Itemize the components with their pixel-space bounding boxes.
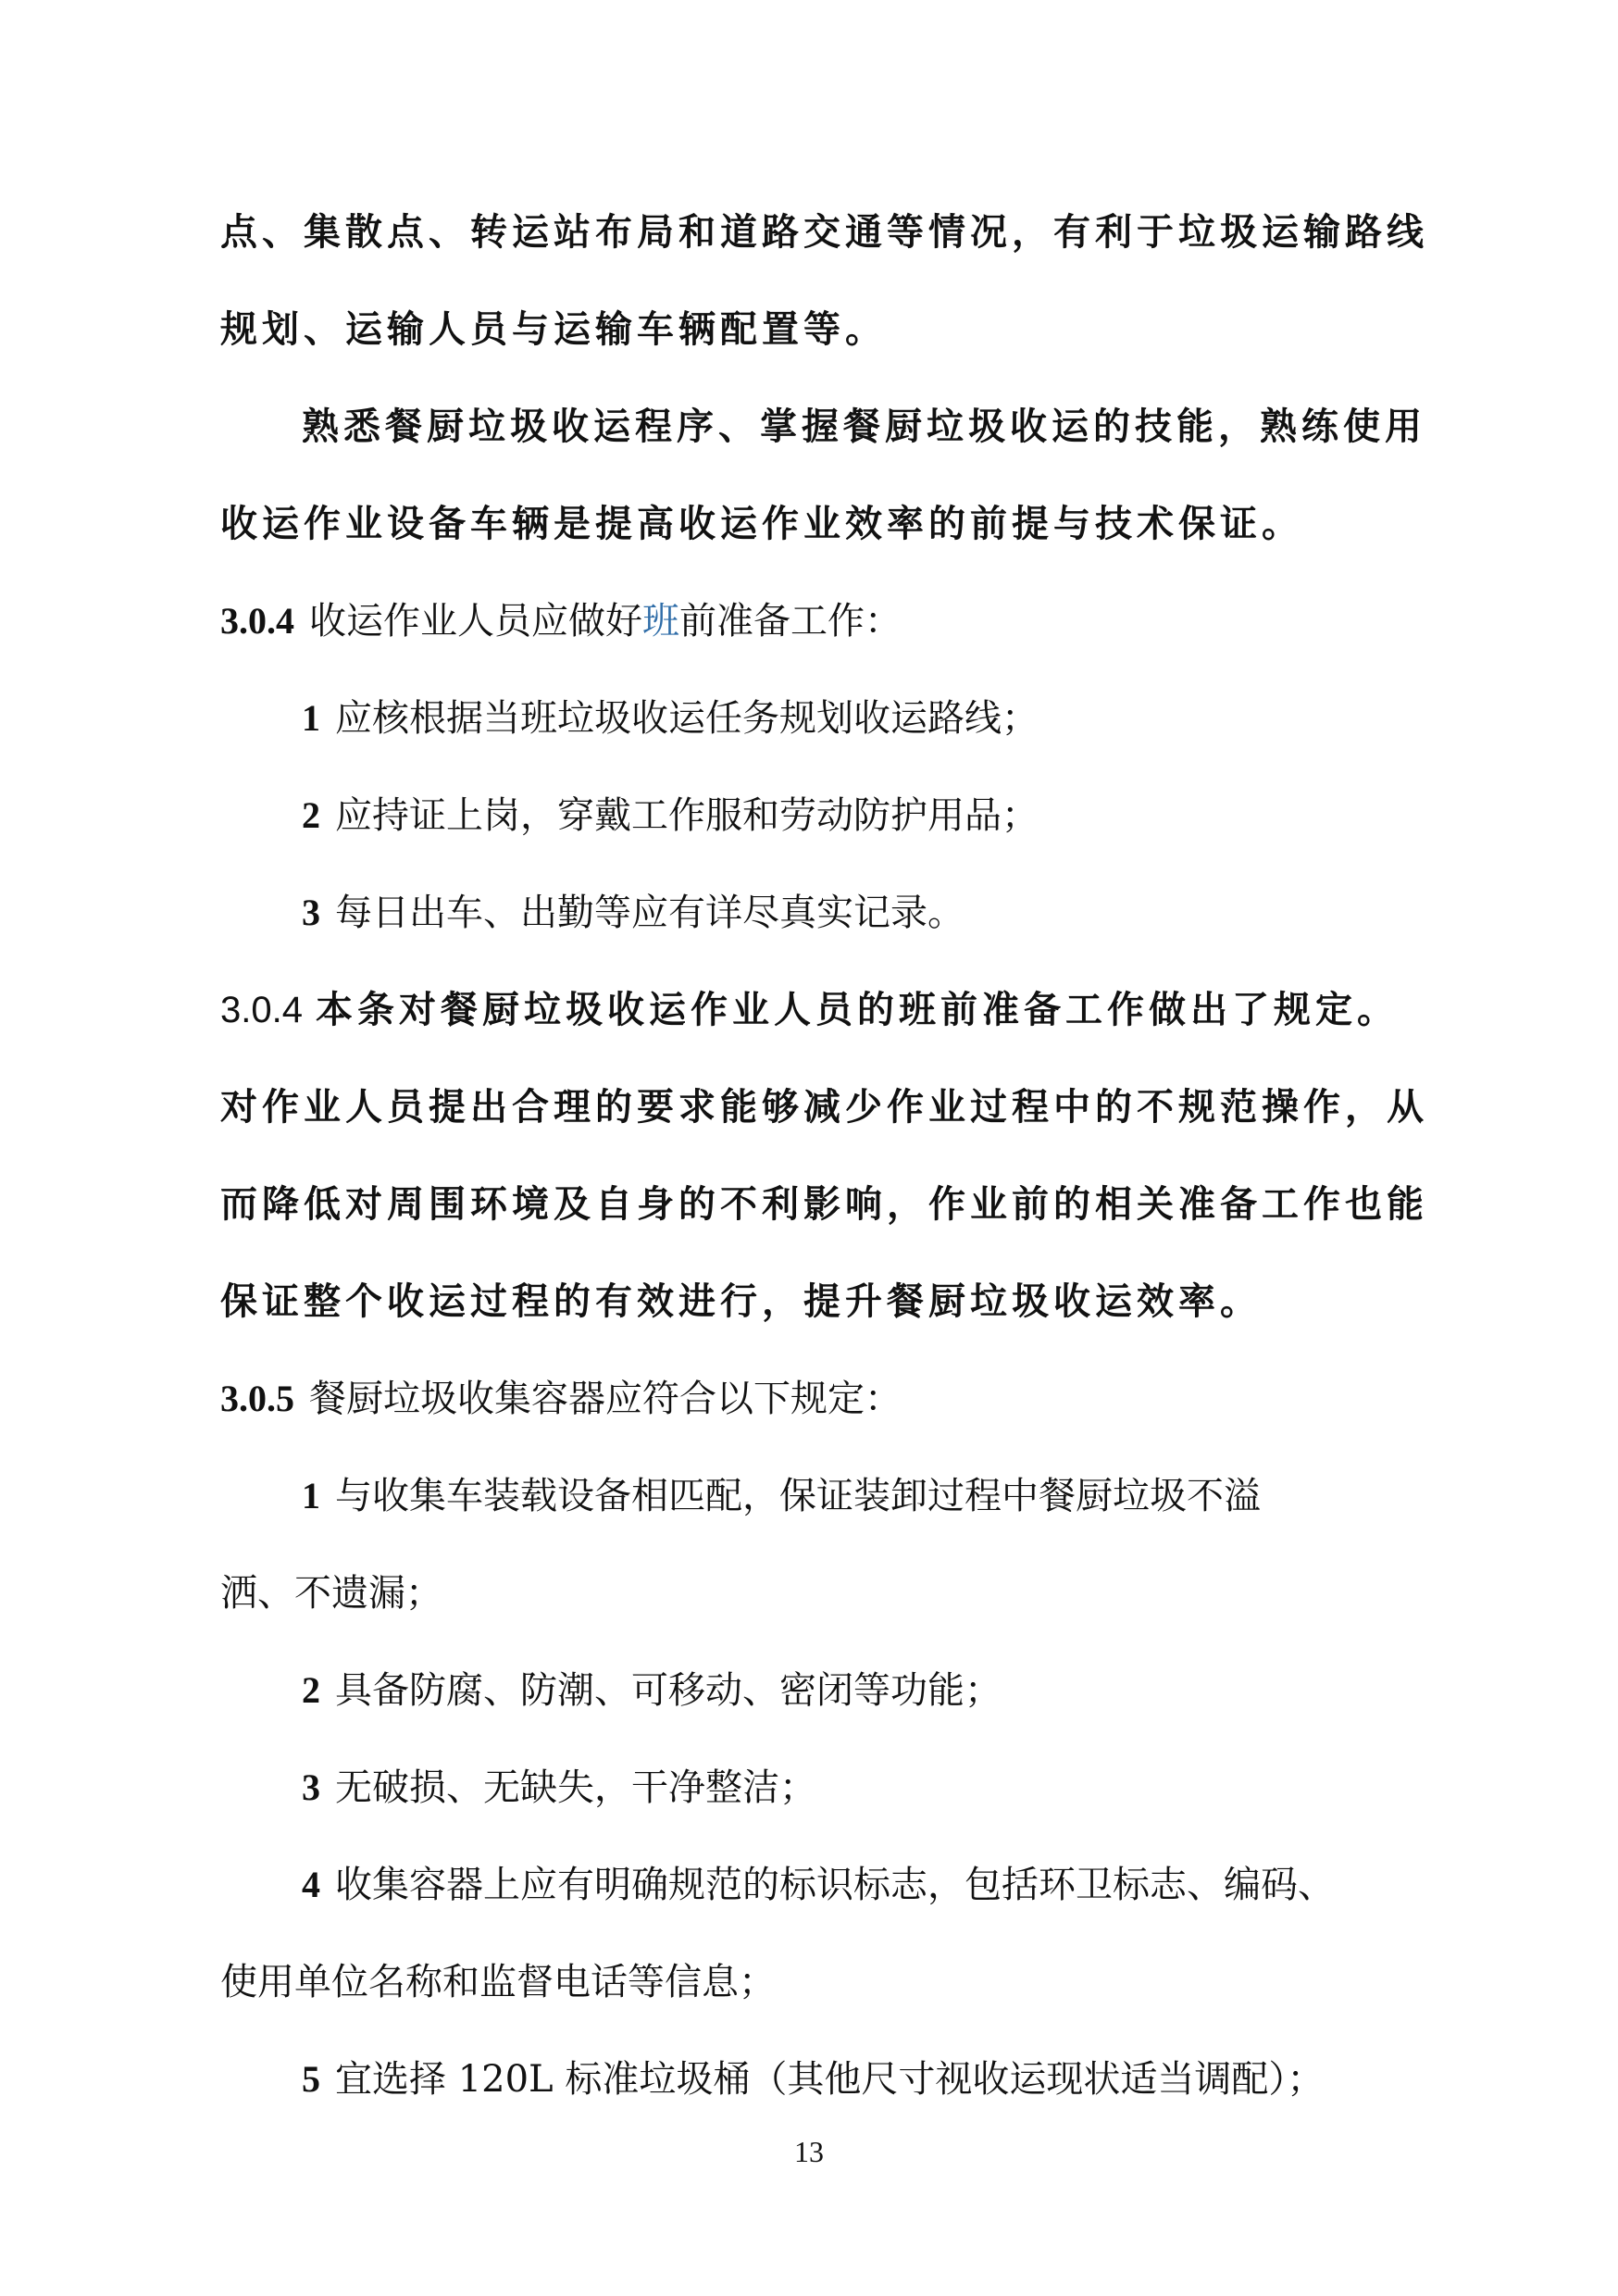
explanation-text: 熟悉餐厨垃圾收运程序、掌握餐厨垃圾收运的技能，熟练使用	[302, 406, 1426, 448]
item-number: 3	[302, 1766, 320, 1808]
explanation-text-line	[220, 496, 1401, 552]
clause-item	[302, 885, 1483, 941]
explanation-text: 收运作业设备车辆是提高收运作业效率的前提与技术保证。	[220, 503, 1303, 545]
item-text: 具备防腐、防潮、可移动、密闭等功能；	[335, 1669, 1002, 1712]
explanation-text-line	[302, 399, 1483, 455]
clause-item-continuation	[220, 1566, 1401, 1621]
clause-item	[302, 1468, 1483, 1524]
explanation-text: 保证整个收运过程的有效进行，提升餐厨垃圾收运效率。	[220, 1280, 1262, 1323]
explanation-text: 而降低对周围环境及自身的不利影响，作业前的相关准备工作也能	[220, 1183, 1428, 1226]
explanation-text-line	[220, 1177, 1428, 1232]
highlighted-word: 班	[642, 600, 679, 643]
clause-text: 餐厨垃圾收集容器应符合以下规定：	[309, 1378, 902, 1420]
item-number: 1	[302, 1475, 320, 1516]
item-text: 收集容器上应有明确规范的标识标志，包括环卫标志、编码、	[335, 1864, 1335, 1906]
clause-item	[302, 1760, 1483, 1816]
explanation-text-line	[220, 205, 1428, 260]
item-text: 每日出车、出勤等应有详尽真实记录。	[335, 892, 965, 934]
explanation-heading	[220, 982, 1401, 1038]
item-number: 4	[302, 1864, 320, 1905]
clause-item	[302, 1857, 1483, 1913]
item-text: 使用单位名称和监督电话等信息；	[220, 1961, 776, 2003]
clause-item	[302, 1663, 1483, 1718]
page-number: 13	[794, 2135, 824, 2168]
explanation-number: 3.0.4	[220, 990, 303, 1030]
explanation-text-line	[220, 1079, 1428, 1135]
clause-item	[302, 691, 1483, 746]
item-number: 1	[302, 697, 320, 739]
clause-item	[302, 788, 1483, 843]
clause-item	[302, 2052, 1483, 2107]
explanation-text-line	[220, 1274, 1401, 1329]
clause-item-continuation	[220, 1954, 1401, 2010]
item-text: 与收集车装载设备相匹配，保证装卸过程中餐厨垃圾不溢	[335, 1475, 1261, 1517]
clause-text: 前准备工作：	[679, 600, 902, 643]
explanation-text: 规划、运输人员与运输车辆配置等。	[220, 308, 887, 351]
item-text: 应核根据当班垃圾收运任务规划收运路线；	[335, 697, 1039, 740]
item-number: 3	[302, 892, 320, 933]
item-text: 宜选择 120L 标准垃圾桶（其他尺寸视收运现状适当调配）；	[335, 2058, 1325, 2101]
item-number: 2	[302, 794, 320, 836]
explanation-text: 点、集散点、转运站布局和道路交通等情况，有利于垃圾运输路线	[220, 211, 1428, 254]
item-text: 应持证上岗，穿戴工作服和劳动防护用品；	[335, 794, 1039, 837]
explanation-text: 本条对餐厨垃圾收运作业人员的班前准备工作做出了规定。	[315, 989, 1399, 1031]
clause-text: 收运作业人员应做好	[309, 600, 642, 643]
item-text: 无破损、无缺失，干净整洁；	[335, 1766, 816, 1809]
explanation-text-line	[220, 302, 1401, 357]
item-number: 5	[302, 2058, 320, 2100]
clause-heading	[220, 593, 1401, 649]
clause-number: 3.0.4	[220, 600, 294, 642]
clause-heading	[220, 1371, 1401, 1427]
clause-number: 3.0.5	[220, 1378, 294, 1419]
item-number: 2	[302, 1669, 320, 1711]
explanation-text: 对作业人员提出合理的要求能够减少作业过程中的不规范操作，从	[220, 1086, 1428, 1129]
item-text: 洒、不遗漏；	[220, 1572, 442, 1615]
